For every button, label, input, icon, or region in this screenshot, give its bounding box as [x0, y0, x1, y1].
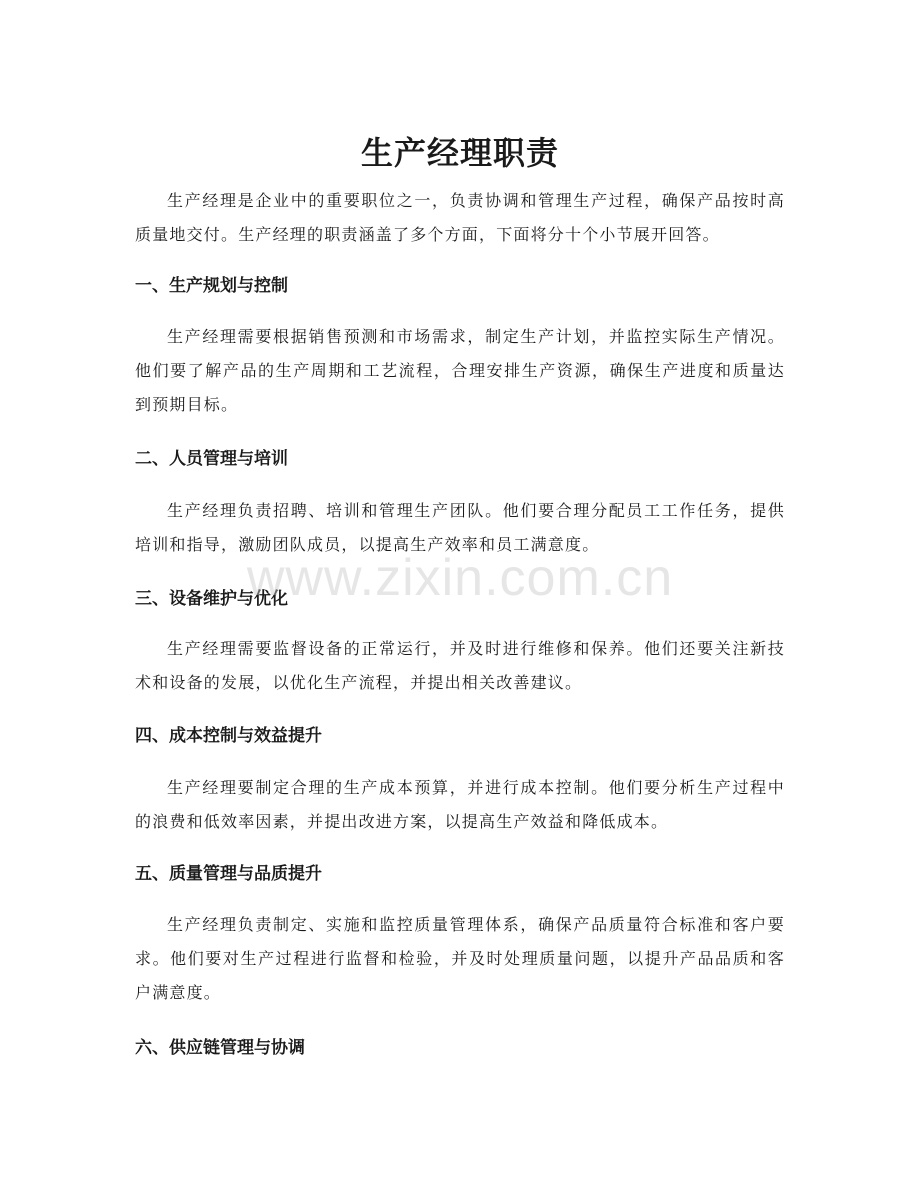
intro-paragraph: 生产经理是企业中的重要职位之一，负责协调和管理生产过程，确保产品按时高质量地交付。生产经理的职责涵盖了多个方面，下面将分十个小节展开回答。 — [135, 191, 785, 244]
section-heading-3: 三、设备维护与优化 — [135, 589, 288, 609]
document-title: 生产经理职责 — [360, 134, 559, 173]
section-heading-4: 四、成本控制与效益提升 — [135, 726, 322, 746]
section-heading-1: 一、生产规划与控制 — [135, 276, 288, 296]
section-body-5: 生产经理负责制定、实施和监控质量管理体系，确保产品质量符合标准和客户要求。他们要对生产过程进行监督和检验，并及时处理质量问题，以提升产品品质和客户满意度。 — [135, 915, 785, 1002]
section-body-4: 生产经理要制定合理的生产成本预算，并进行成本控制。他们要分析生产过程中的浪费和低效率因素，并提出改进方案，以提高生产效益和降低成本。 — [135, 778, 785, 831]
section-heading-2: 二、人员管理与培训 — [135, 449, 288, 469]
section-heading-6: 六、供应链管理与协调 — [135, 1038, 305, 1058]
section-body-3: 生产经理需要监督设备的正常运行，并及时进行维修和保养。他们还要关注新技术和设备的发展，以优化生产流程，并提出相关改善建议。 — [135, 639, 785, 692]
section-body-1: 生产经理需要根据销售预测和市场需求，制定生产计划，并监控实际生产情况。他们要了解产品的生产周期和工艺流程，合理安排生产资源，确保生产进度和质量达到预期目标。 — [135, 327, 785, 414]
section-heading-5: 五、质量管理与品质提升 — [135, 864, 322, 884]
section-body-2: 生产经理负责招聘、培训和管理生产团队。他们要合理分配员工工作任务，提供培训和指导，激励团队成员，以提高生产效率和员工满意度。 — [135, 501, 785, 554]
watermark: www.zixin.com.cn — [246, 549, 674, 607]
